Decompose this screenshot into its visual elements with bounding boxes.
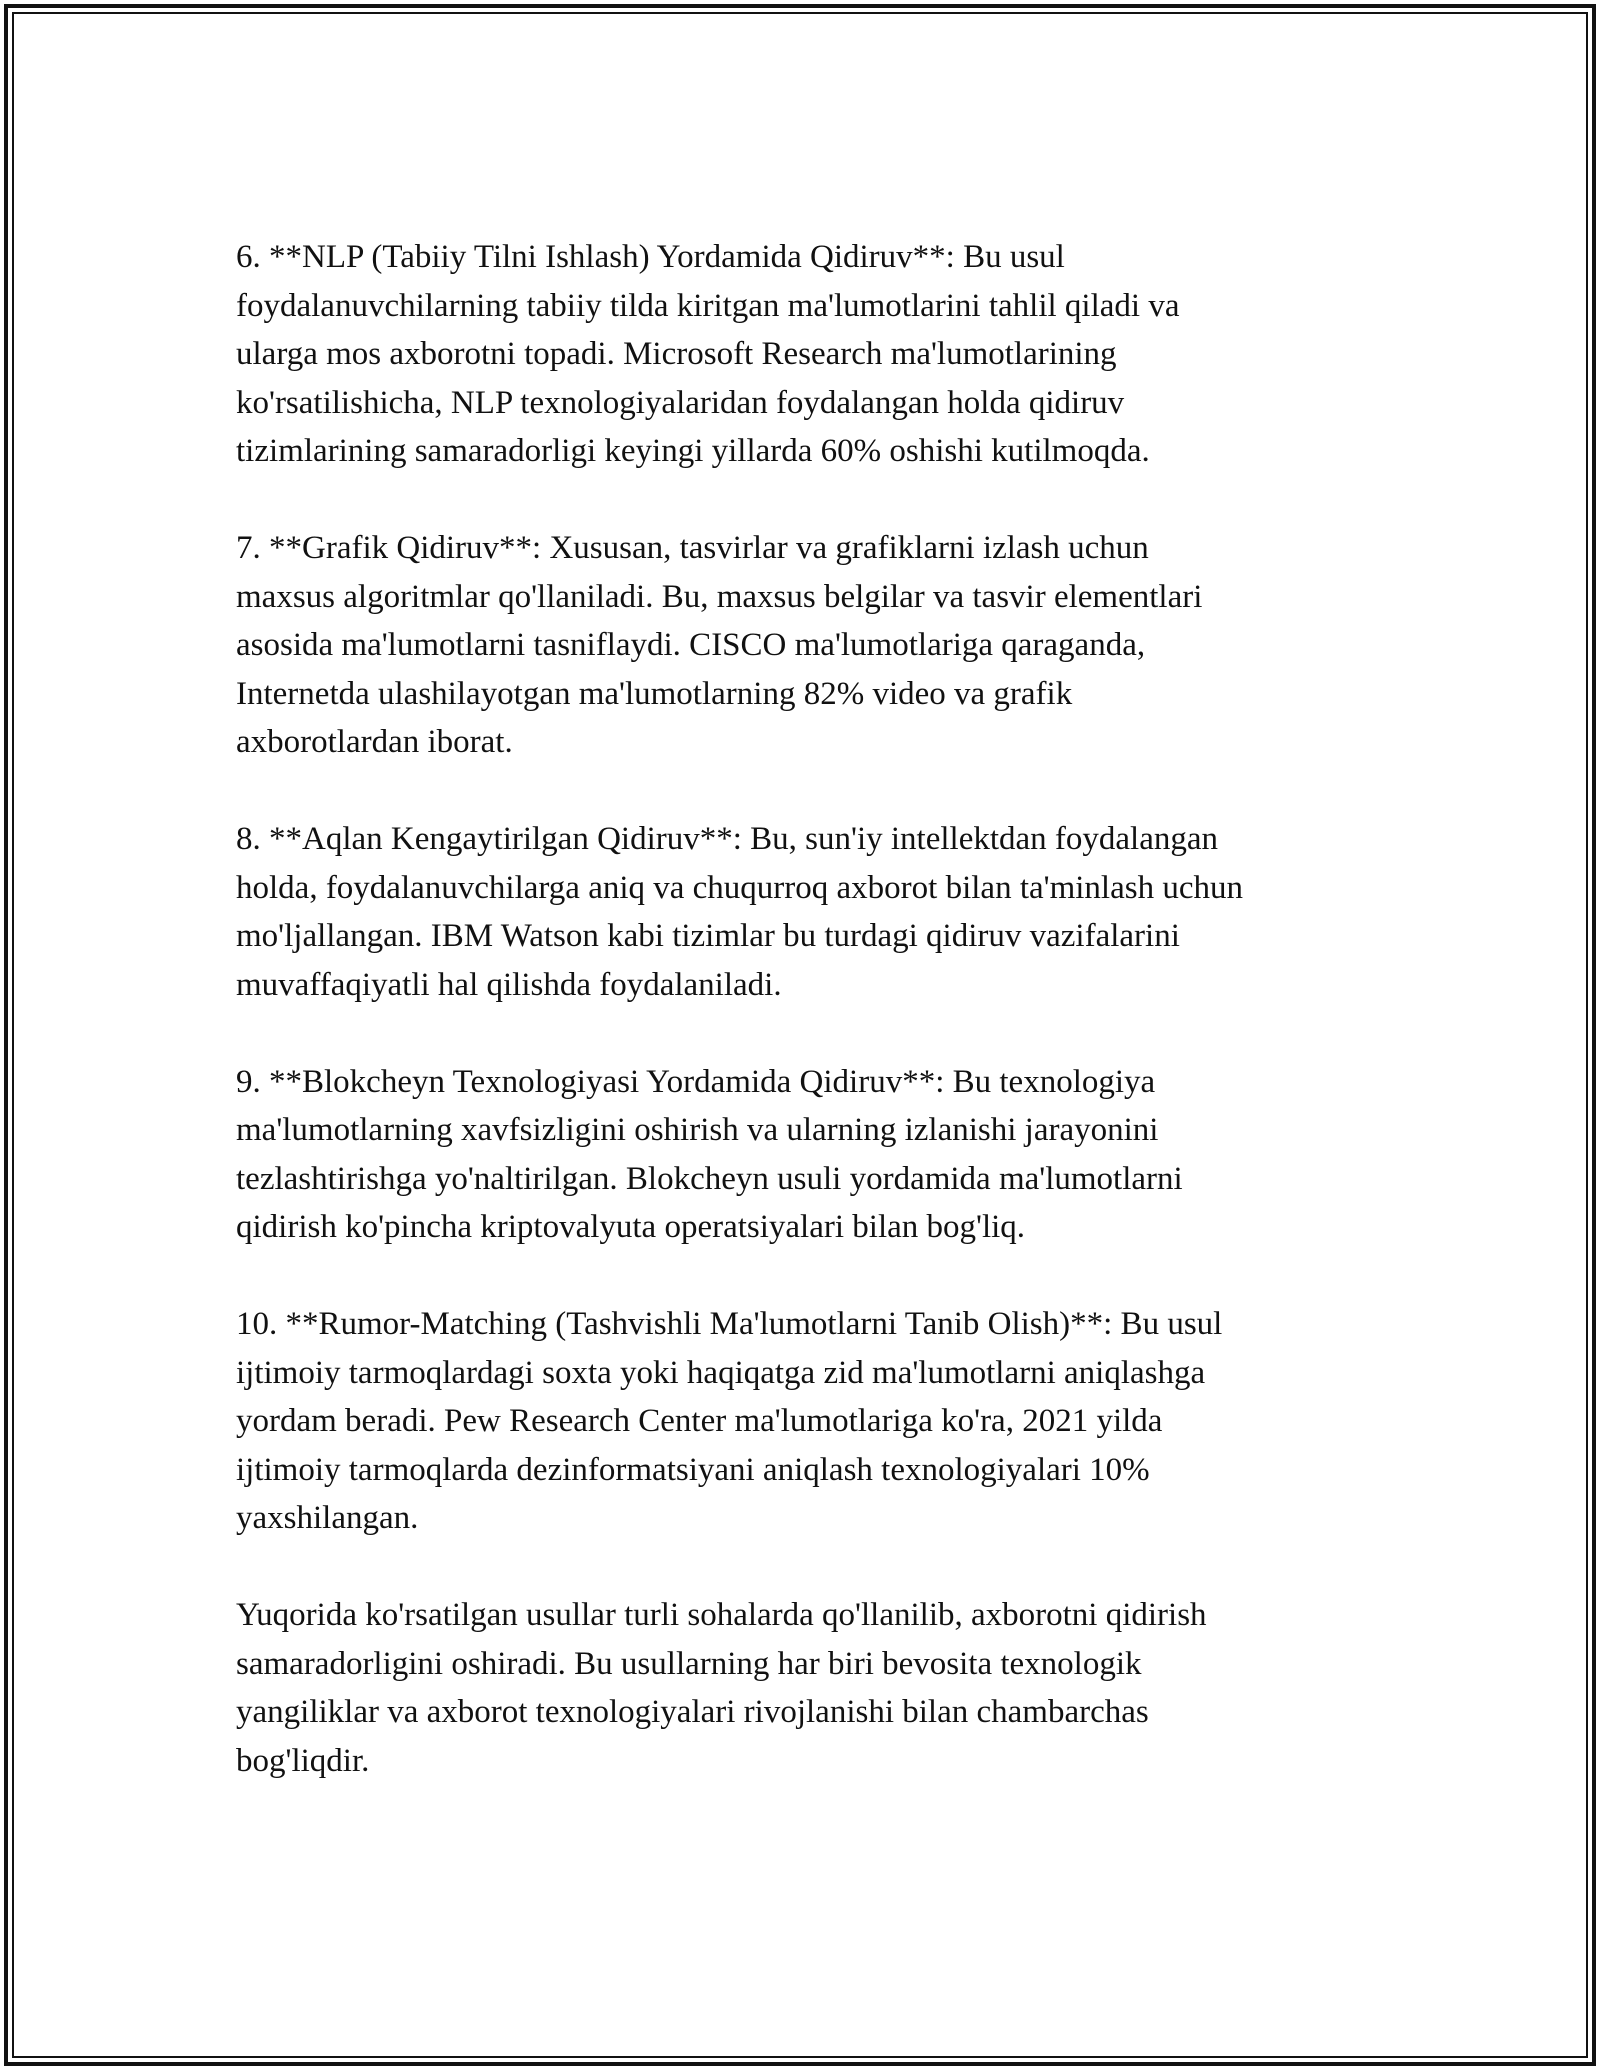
paragraph-conclusion: Yuqorida ko'rsatilgan usullar turli sohalarda qo'llanilib, axborotni qidirish samaradorligini oshiradi. Bu usullarning har biri bevosita texnologik yangiliklar va axborot texnologiyalari rivojlanishi bilan chambarchas bog'liqdir. (236, 1597, 1207, 1779)
paragraph-nlp-search: 6. **NLP (Tabiiy Tilni Ishlash) Yordamida Qidiruv**: Bu usul foydalanuvchilarning tabiiy tilda kiritgan ma'lumotlarini tahlil qiladi va ularga mos axborotni topadi. Microsoft Research ma'lumotlarining ko'rsatilishicha, NLP texnologiyalaridan foydalangan holda qidiruv tizimlarining samaradorligi keyingi yillarda 60% oshishi kutilmoqda. (236, 239, 1180, 469)
paragraph-graphic-search: 7. **Grafik Qidiruv**: Xususan, tasvirlar va grafiklarni izlash uchun maxsus algoritmlar qo'llaniladi. Bu, maxsus belgilar va tasvir elementlari asosida ma'lumotlarni tasniflaydi. CISCO ma'lumotlariga qaraganda, Internetda ulashilayotgan ma'lumotlarning 82% video va grafik axborotlardan iborat. (236, 530, 1203, 760)
paragraph-rumor-matching: 10. **Rumor-Matching (Tashvishli Ma'lumotlarni Tanib Olish)**: Bu usul ijtimoiy tarmoqlardagi soxta yoki haqiqatga zid ma'lumotlarni aniqlashga yordam beradi. Pew Research Center ma'lumotlariga ko'ra, 2021 yilda ijtimoiy tarmoqlarda dezinformatsiyani aniqlash texnologiyalari 10% yaxshilangan. (236, 1306, 1223, 1536)
paragraph-augmented-search: 8. **Aqlan Kengaytirilgan Qidiruv**: Bu, sun'iy intellektdan foydalangan holda, foydalanuvchilarga aniq va chuqurroq axborot bilan ta'minlash uchun mo'ljallangan. IBM Watson kabi tizimlar bu turdagi qidiruv vazifalarini muvaffaqiyatli hal qilishda foydalaniladi. (236, 821, 1243, 1003)
document-body (236, 233, 1386, 1834)
paragraph-blockchain-search: 9. **Blokcheyn Texnologiyasi Yordamida Qidiruv**: Bu texnologiya ma'lumotlarning xavfsizligini oshirish va ularning izlanishi jarayonini tezlashtirishga yo'naltirilgan. Blokcheyn usuli yordamida ma'lumotlarni qidirish ko'pincha kriptovalyuta operatsiyalari bilan bog'liq. (236, 1063, 1183, 1245)
